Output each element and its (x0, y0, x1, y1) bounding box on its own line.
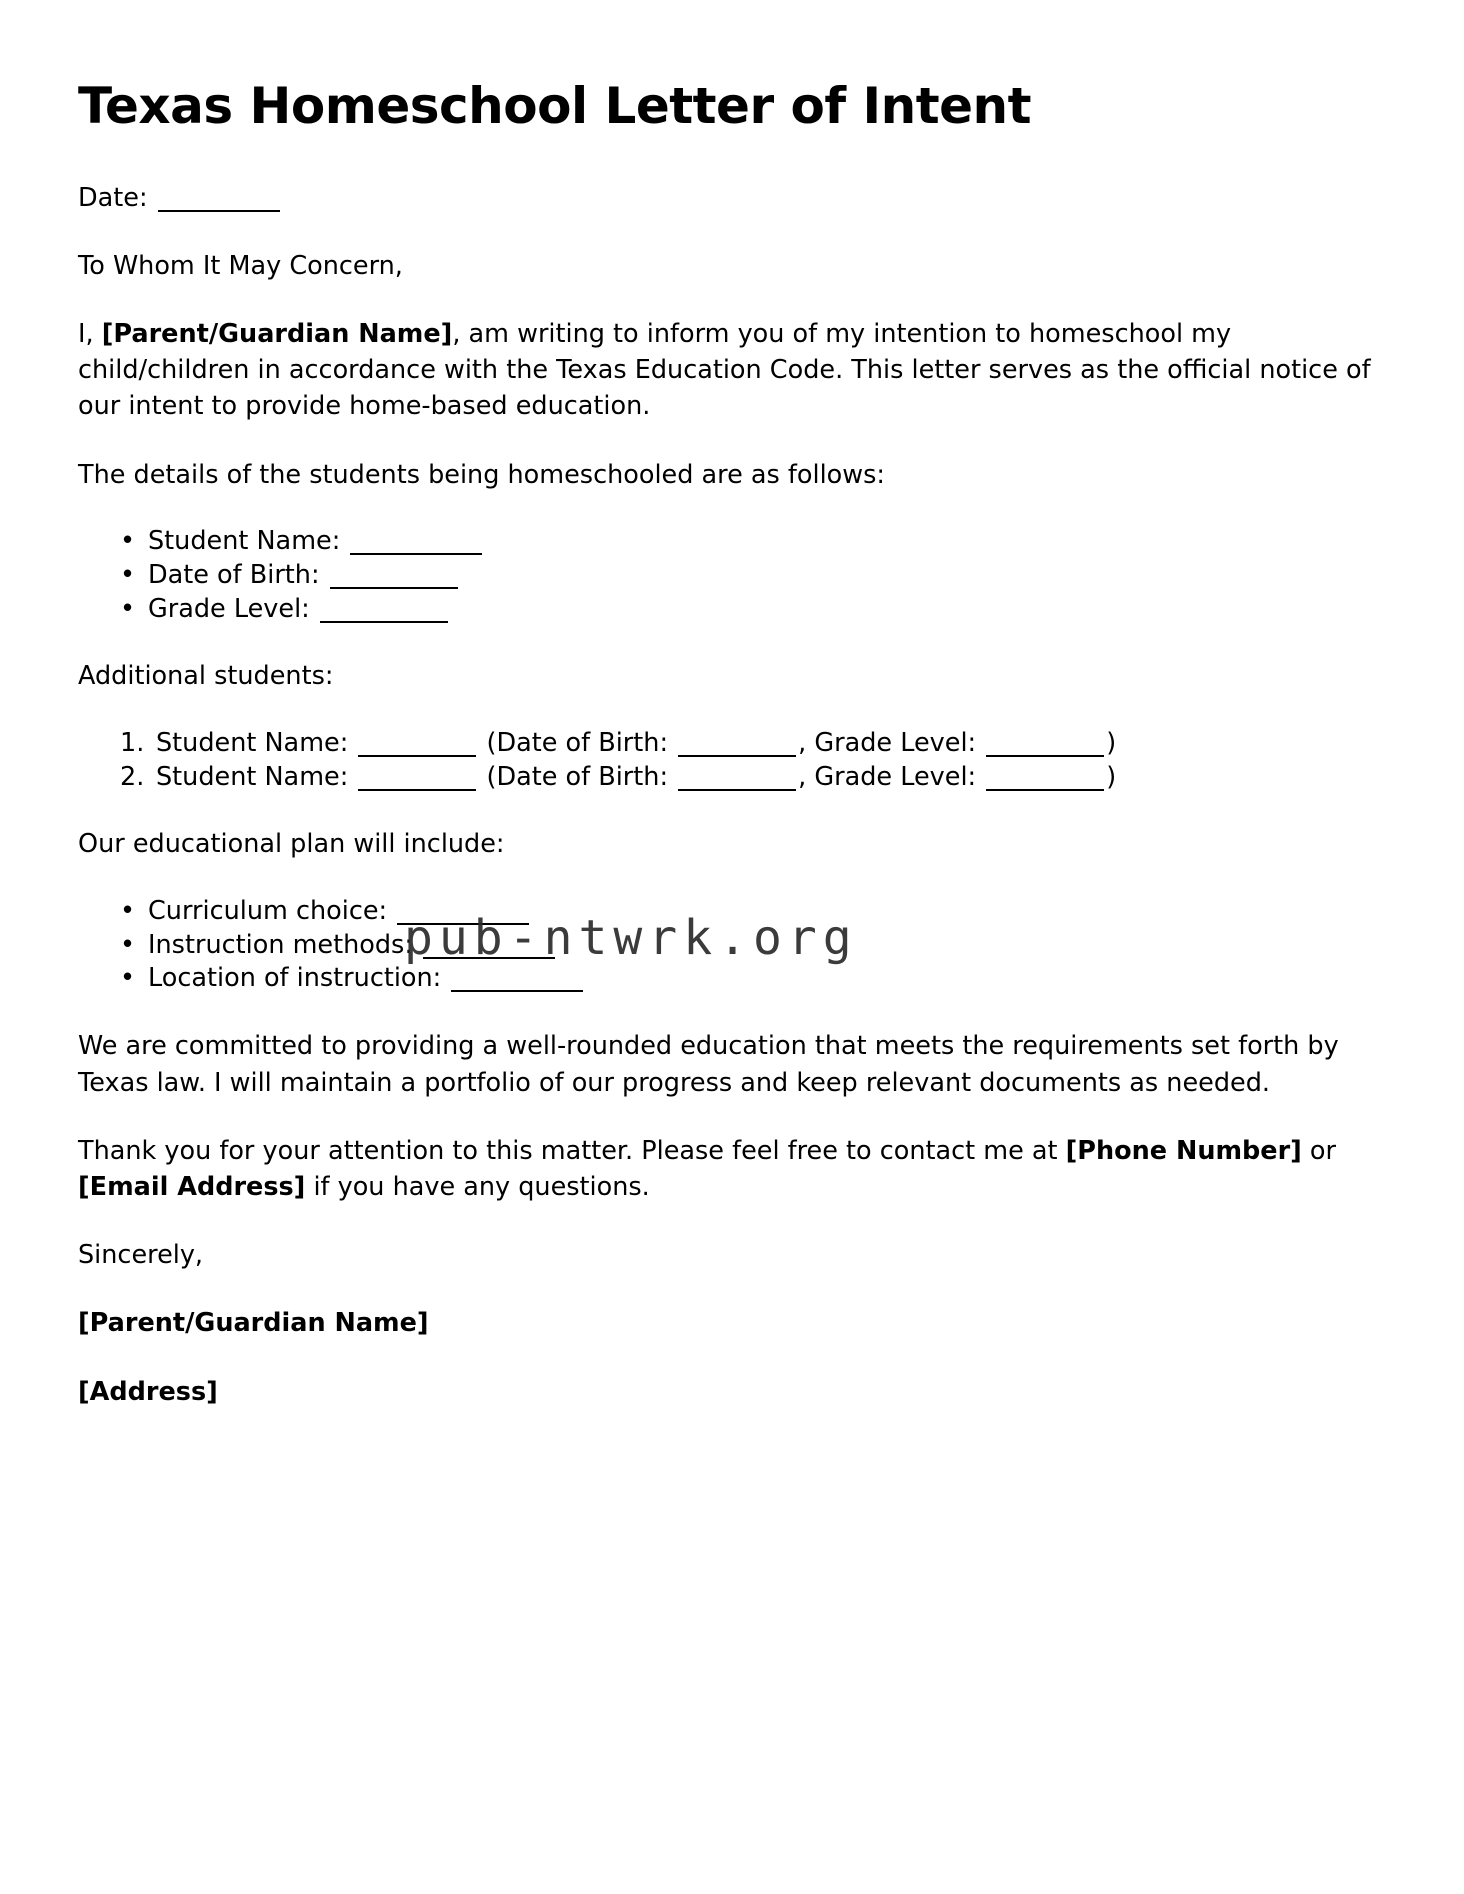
signature-address-text: [Address] (78, 1376, 218, 1407)
closing-paren: ) (1106, 727, 1117, 758)
site-watermark: pub-ntwrk.org (404, 910, 858, 966)
instruction-methods-blank[interactable] (423, 957, 555, 959)
student-name-label: Student Name: (156, 761, 349, 792)
grade-level-blank[interactable] (320, 621, 448, 623)
student-name-blank[interactable] (358, 755, 476, 757)
intro-paragraph (78, 316, 1386, 425)
email-address-placeholder: [Email Address] (78, 1171, 306, 1202)
phone-number-placeholder: [Phone Number] (1065, 1135, 1302, 1166)
date-blank[interactable] (158, 210, 280, 212)
commitment-paragraph: We are committed to providing a well-rounded education that meets the requirements set forth by Texas law. I will maintain a portfolio of our progress and keep relevant documents as needed. (78, 1031, 1339, 1098)
grade-level-blank[interactable] (986, 789, 1104, 791)
date-of-birth-label: (Date of Birth: (486, 761, 669, 792)
educational-plan-list (78, 895, 1386, 997)
student-name-blank[interactable] (358, 789, 476, 791)
list-item (120, 593, 1386, 627)
closing-paren: ) (1106, 761, 1117, 792)
grade-level-label: , Grade Level: (798, 761, 977, 792)
student-details-list (78, 525, 1386, 627)
date-line (78, 180, 1386, 216)
list-item (120, 727, 1386, 761)
signature-name (78, 1305, 1386, 1341)
list-item (120, 895, 1386, 929)
grade-level-blank[interactable] (986, 755, 1104, 757)
location-of-instruction-blank[interactable] (451, 990, 583, 992)
curriculum-choice-blank[interactable] (397, 923, 529, 925)
location-of-instruction-label: Location of instruction: (148, 963, 442, 994)
list-item (120, 525, 1386, 559)
thanks-paragraph (78, 1133, 1386, 1205)
list-item (120, 761, 1386, 795)
list-item (120, 962, 1386, 996)
details-intro: The details of the students being homeschooled are as follows: (78, 459, 885, 490)
date-of-birth-label: Date of Birth: (148, 559, 320, 590)
date-of-birth-blank[interactable] (330, 587, 458, 589)
signature-name-text: [Parent/Guardian Name] (78, 1308, 429, 1339)
intro-lead: I, (78, 318, 102, 349)
parent-name-placeholder: [Parent/Guardian Name] (101, 318, 453, 349)
additional-students-heading: Additional students: (78, 661, 334, 692)
list-item (120, 929, 1386, 963)
list-item (120, 559, 1386, 593)
intro-rest: , am writing to inform you of my intention to homeschool my child/children in accordance with the Texas Education Code. This letter serves as the official notice of our intent to provide home-based education. (78, 318, 1371, 422)
thanks-lead: Thank you for your attention to this matter. Please feel free to contact me at (78, 1135, 1066, 1166)
date-of-birth-blank[interactable] (678, 755, 796, 757)
date-label: Date: (78, 182, 148, 213)
student-name-blank[interactable] (350, 553, 482, 555)
letter-body (78, 78, 1386, 1410)
student-name-label: Student Name: (156, 727, 349, 758)
additional-students-list (78, 727, 1386, 795)
page-title: Texas Homeschool Letter of Intent (78, 77, 1032, 135)
salutation: To Whom It May Concern, (78, 250, 403, 281)
date-of-birth-blank[interactable] (678, 789, 796, 791)
grade-level-label: , Grade Level: (798, 727, 977, 758)
plan-intro: Our educational plan will include: (78, 829, 505, 860)
grade-level-label: Grade Level: (148, 593, 310, 624)
student-name-label: Student Name: (148, 525, 341, 556)
date-of-birth-label: (Date of Birth: (486, 727, 669, 758)
curriculum-choice-label: Curriculum choice: (148, 895, 388, 926)
signature-address (78, 1374, 1386, 1410)
thanks-middle: or (1301, 1135, 1337, 1166)
closing-line: Sincerely, (78, 1240, 204, 1271)
instruction-methods-label: Instruction methods: (148, 929, 413, 960)
thanks-rest: if you have any questions. (305, 1171, 650, 1202)
